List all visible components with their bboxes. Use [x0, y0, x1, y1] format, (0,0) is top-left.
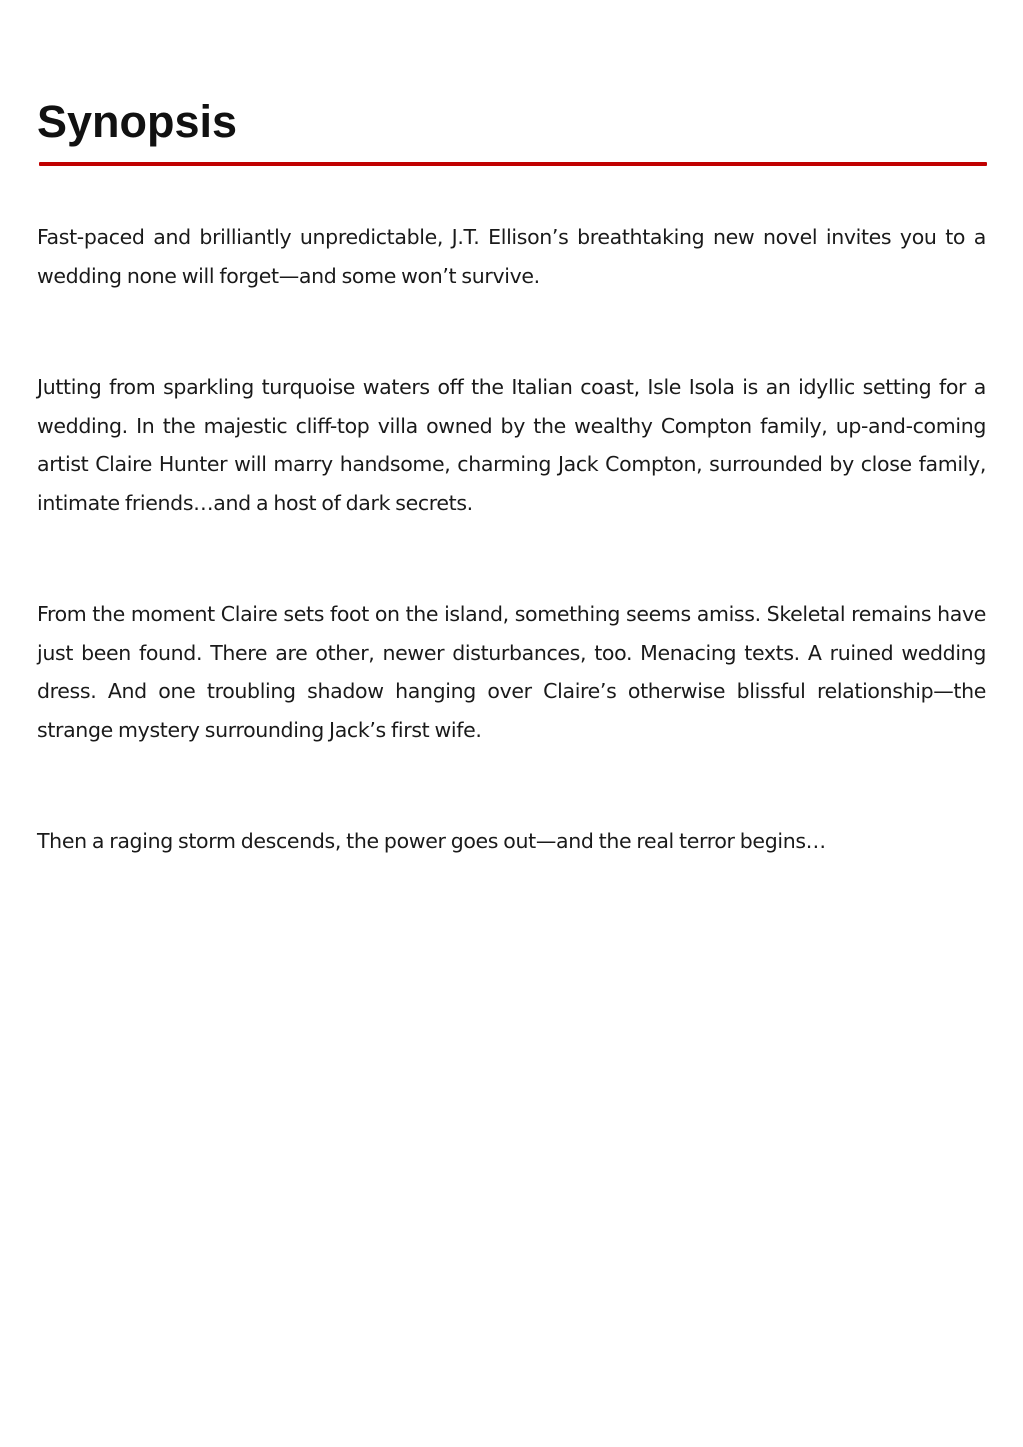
- synopsis-paragraph-climax: Then a raging storm descends, the power goes out—and the real terror begins…: [37, 829, 826, 853]
- page-title: Synopsis: [37, 96, 238, 147]
- synopsis-paragraph-mystery: From the moment Claire sets foot on the island, something seems amiss. Skeletal remains have just been found. There are other, newer disturbances, too. Menacing texts. A ruined wedding dress. And one troubling shadow hanging over Claire’s otherwise blissful relationship—the strange mystery surrounding Jack’s first wife.: [37, 602, 986, 742]
- synopsis-paragraph-intro: Fast-paced and brilliantly unpredictable, J.T. Ellison’s breathtaking new novel invites you to a wedding none will forget—and some won’t survive.: [37, 225, 986, 288]
- title-underline-divider: [39, 162, 987, 166]
- synopsis-paragraph-setting: Jutting from sparkling turquoise waters off the Italian coast, Isle Isola is an idyllic setting for a wedding. In the majestic cliff-top villa owned by the wealthy Compton family, up-and-coming artist Claire Hunter will marry handsome, charming Jack Compton, surrounded by close family, intimate friends…and a host of dark secrets.: [37, 375, 986, 515]
